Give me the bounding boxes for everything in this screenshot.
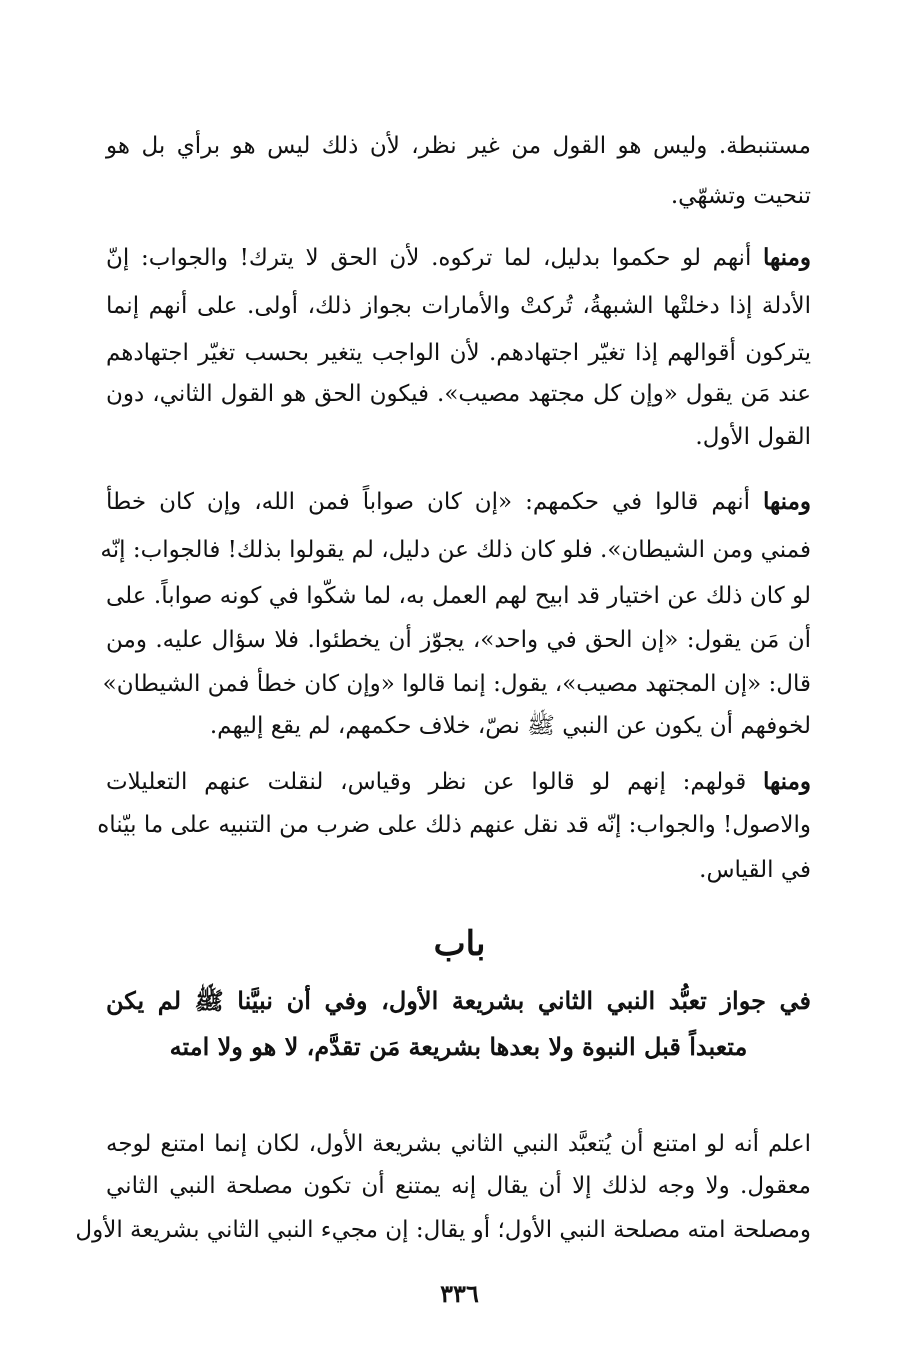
paragraph-4-line-1 [106,762,811,802]
closing-paragraph-line-3: ومصلحة امته مصلحة النبي الأول؛ أو يقال: إن مجيء النبي الثاني بشريعة الأول [75,1217,811,1243]
paragraph-2-line-1-text: أنهم لو حكموا بدليل، لما تركوه. لأن الحق لا يترك! والجواب: إنّ [106,245,752,271]
paragraph-3-line-5: قال: «إن المجتهد مصيب»، يقول: إنما قالوا «وإن كان خطأ فمن الشيطان» [102,671,811,697]
paragraph-3-line-1 [106,482,811,522]
closing-paragraph-line-1: اعلم أنه لو امتنع أن يُتعبَّد النبي الثاني بشريعة الأول، لكان إنما امتنع لوجه [106,1131,811,1157]
paragraph-3-line-3: لو كان ذلك عن اختيار قد ابيح لهم العمل به، لما شكّوا في كونه صواباً. على [106,583,811,609]
page-number: ٣٣٦ [440,1279,479,1308]
paragraph-3-lead: ومنها [763,488,812,515]
paragraph-2-line-1 [106,238,811,278]
paragraph-3-line-6: لخوفهم أن يكون عن النبي ﷺ نصّ، خلاف حكمهم، لم يقع إليهم. [209,713,811,739]
paragraph-3-line-1-text: أنهم قالوا في حكمهم: «إن كان صواباً فمن الله، وإن كان خطأ [106,489,751,515]
paragraph-3-line-2: فمني ومن الشيطان». فلو كان ذلك عن دليل، لم يقولوا بذلك! فالجواب: إنّه [100,537,811,563]
paragraph-1-line-1: مستنبطة. وليس هو القول من غير نظر، لأن ذلك ليس هو برأي بل هو [106,133,811,159]
paragraph-4-line-3: في القياس. [699,857,811,883]
paragraph-1-line-2: تنحيت وتشهّي. [670,183,811,209]
paragraph-4-lead: ومنها [763,768,811,795]
paragraph-4-line-1-text: قولهم: إنهم لو قالوا عن نظر وقياس، لنقلت عنهم التعليلات [106,769,747,795]
paragraph-2-line-2: الأدلة إذا دخلتْها الشبهةُ، تُركتْ والأمارات بجواز ذلك، أولى. على أنهم إنما [106,293,811,319]
paragraph-2-line-4: عند مَن يقول «وإن كل مجتهد مصيب». فيكون الحق هو القول الثاني، دون [106,381,811,407]
paragraph-3-line-4: أن مَن يقول: «إن الحق في واحد»، يجوّز أن يخطئوا. فلا سؤال عليه. ومن [106,627,811,653]
chapter-heading-line-2: متعبداً قبل النبوة ولا بعدها بشريعة مَن تقدَّم، لا هو ولا امته [169,1032,748,1061]
closing-paragraph-line-2: معقول. ولا وجه لذلك إلا أن يقال إنه يمتنع أن تكون مصلحة النبي الثاني [106,1173,811,1199]
paragraph-2-lead: ومنها [763,244,812,271]
chapter-heading-line-1: في جواز تعبُّد النبي الثاني بشريعة الأول، وفي أن نبيَّنا ﷺ لم يكن [106,986,811,1015]
chapter-title: باب [433,924,486,964]
paragraph-4-line-2: والاصول! والجواب: إنّه قد نقل عنهم ذلك على ضرب من التنبيه على ما بيّناه [97,812,811,838]
paragraph-2-line-5: القول الأول. [695,424,811,450]
paragraph-2-line-3: يتركون أقوالهم إذا تغيّر اجتهادهم. لأن الواجب يتغير بحسب تغيّر اجتهادهم [106,340,811,366]
